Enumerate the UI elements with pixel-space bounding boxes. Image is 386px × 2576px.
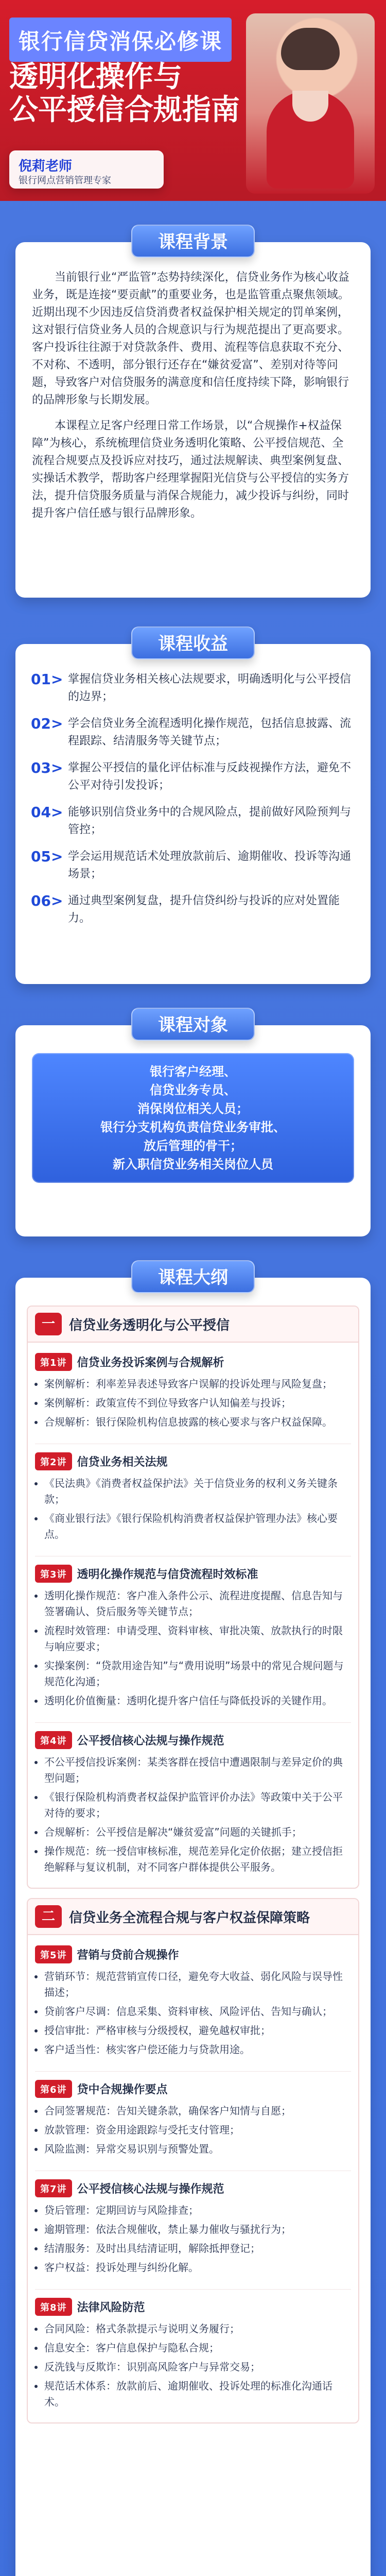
lesson-bullet: • 操作规范：统一授信审核标准，规范差异化定价依据；建立授信拒绝解释与复议机制，对不同客户群体提供公平服务。 <box>44 1843 351 1875</box>
lesson-bullet: • 营销环节：规范营销宣传口径，避免夸大收益、弱化风险与误导性描述； <box>44 1969 351 2001</box>
benefit-item <box>31 892 355 927</box>
audience-box <box>32 1053 354 1183</box>
teacher-box <box>9 150 164 189</box>
module-title: 信贷业务透明化与公平授信 <box>69 1317 230 1333</box>
benefit-text: 学会运用规范话术处理放款前后、逾期催收、投诉等沟通场景； <box>68 850 352 880</box>
lesson-bullet: • 放款管理：资金用途跟踪与受托支付管理； <box>44 2122 351 2138</box>
lesson-2 <box>28 1935 358 2422</box>
module-title: 信贷业务全流程合规与客户权益保障策略 <box>69 1910 310 1926</box>
lesson-1 <box>28 1343 358 1888</box>
course-background-card <box>15 232 371 598</box>
lesson-title: 信贷业务投诉案例与合规解析 <box>77 1357 224 1369</box>
lesson-bullets <box>35 2321 351 2418</box>
lesson-bullets <box>35 2202 351 2284</box>
banner-headline-line-2: 公平授信合规指南 <box>9 93 240 127</box>
lesson-title-row <box>35 1353 224 1371</box>
lesson-bullet: • 结清服务：及时出具结清证明，解除抵押登记； <box>44 2241 351 2257</box>
benefit-item <box>31 759 355 794</box>
audience-line: 消保岗位相关人员； <box>137 1101 249 1116</box>
audience-line: 银行分支机构负责信贷业务审批、 <box>100 1120 286 1134</box>
lesson-bullet: • 《商业银行法》《银行保险机构消费者权益保护管理办法》核心要点。 <box>44 1511 351 1543</box>
lesson-bullets <box>35 2103 351 2165</box>
benefit-item <box>31 848 355 883</box>
course-background-title: 课程背景 <box>131 225 255 258</box>
benefit-number: 02> <box>31 715 63 732</box>
lesson-title: 信贷业务相关法规 <box>77 1456 168 1469</box>
lesson-bullet: • 信息安全：客户信息保护与隐私合规； <box>44 2340 351 2356</box>
portrait-hair <box>281 28 340 70</box>
course-benefits-card <box>15 634 371 984</box>
outline-module-2 <box>27 1898 359 2424</box>
banner <box>0 0 386 201</box>
lesson-bullet: • 规范话术体系：放款前后、逾期催收、投诉处理的标准化沟通话术。 <box>44 2378 351 2410</box>
course-background-paragraph-1: 当前银行业“严监管”态势持续深化，信贷业务作为核心收益业务，既是连接“要贡献”的重要业务，也是监管重点聚焦领域。近期出现不少因违反信贷消费者权益保护相关规定的罚单案例，这对银行信贷业务人员的合规意识与行为规范提出了更高要求。客户投诉往往源于对贷款条件、费用、流程等信息获取不充分、不对称、不透明，部分银行还存在“嫌贫爱富”、差别对待等问题，导致客户对信贷服务的满意度和信任度持续下降，影响银行的品牌形象与长期发展。 <box>32 271 349 406</box>
lesson-bullet: • 案例解析：利率差异表述导致客户误解的投诉处理与风险复盘； <box>44 1376 351 1392</box>
lesson-title-row <box>35 2179 224 2197</box>
outline-module-1 <box>27 1306 359 1889</box>
course-outline-card <box>15 1267 371 2576</box>
lesson-tag: 第2讲 <box>35 1452 72 1470</box>
lesson-tag: 第7讲 <box>35 2179 72 2197</box>
lesson-title-row <box>35 1945 179 1963</box>
divider <box>35 2071 351 2072</box>
lesson-bullet: • 流程时效管理：申请受理、资料审核、审批决策、放款执行的时限与响应要求； <box>44 1623 351 1655</box>
lesson-bullet: • 授信审批：严格审核与分级授权，避免越权审批； <box>44 2023 351 2039</box>
lesson-title-row <box>35 2298 145 2316</box>
benefit-text: 通过典型案例复盘，提升信贷纠纷与投诉的应对处置能力。 <box>68 894 340 925</box>
lesson-title: 透明化操作规范与信贷流程时效标准 <box>77 1568 258 1581</box>
lesson-bullet: • 合同风险：格式条款提示与说明义务履行； <box>44 2321 351 2337</box>
lesson-title: 公平授信核心法规与操作规范 <box>77 1735 224 1748</box>
banner-tag: 银行信贷消保必修课 <box>9 18 232 62</box>
benefit-item <box>31 671 355 706</box>
lesson-bullet: • 风险监测：异常交易识别与预警处置。 <box>44 2141 351 2157</box>
benefit-number: 04> <box>31 804 63 821</box>
benefits-list <box>15 644 371 949</box>
lesson-title: 法律风险防范 <box>77 2301 145 2314</box>
lesson-bullet: • 透明化价值衡量：透明化提升客户信任与降低投诉的关键作用。 <box>44 1693 351 1709</box>
audience-line: 信贷业务专员、 <box>150 1083 236 1097</box>
benefit-number: 06> <box>31 892 63 909</box>
lesson-tag: 第1讲 <box>35 1353 72 1371</box>
module-header <box>28 1899 358 1935</box>
audience-line: 放后管理的骨干； <box>144 1139 242 1153</box>
teacher-title: 银行网点营销管理专家 <box>19 175 111 186</box>
lesson-bullets <box>35 1588 351 1717</box>
lesson-bullets <box>35 1476 351 1551</box>
lesson-bullet: • 贷前客户尽调：信息采集、资料审核、风险评估、告知与确认； <box>44 2004 351 2020</box>
lesson-title: 贷中合规操作要点 <box>77 2083 168 2096</box>
lesson-bullet: • 案例解析：政策宣传不到位导致客户认知偏差与投诉； <box>44 1395 351 1411</box>
banner-headline <box>9 61 240 127</box>
teacher-portrait <box>246 13 375 194</box>
benefit-text: 能够识别信贷业务中的合规风险点，提前做好风险预判与管控； <box>68 806 352 836</box>
lesson-bullet: • 透明化操作规范：客户准入条件公示、流程进度提醒、信息告知与签署确认、贷后服务等关键节点； <box>44 1588 351 1620</box>
course-audience-title: 课程对象 <box>131 1008 255 1041</box>
benefit-item <box>31 804 355 839</box>
teacher-name: 倪莉老师 <box>19 159 73 174</box>
lesson-bullets <box>35 1376 351 1438</box>
audience-line: 新入职信贷业务相关岗位人员 <box>113 1157 273 1172</box>
benefit-text: 掌握公平授信的量化评估标准与反歧视操作方法，避免不公平对待引发投诉； <box>68 761 352 792</box>
benefit-text: 掌握信贷业务相关核心法规要求，明确透明化与公平授信的边界； <box>68 673 352 703</box>
lesson-bullet: • 《民法典》《消费者权益保护法》关于信贷业务的权利义务关键条款； <box>44 1476 351 1507</box>
audience-block <box>15 1025 371 1195</box>
lesson-bullet: • 不公平授信投诉案例：某类客群在授信中遭遇限制与差异定价的典型问题； <box>44 1754 351 1786</box>
banner-headline-line-1: 透明化操作与 <box>9 60 182 94</box>
lesson-tag: 第3讲 <box>35 1565 72 1583</box>
course-background-paragraph-2: 本课程立足客户经理日常工作场景，以“合规操作+权益保障”为核心，系统梳理信贷业务透明化策略、公平授信规范、全流程合规要点及投诉应对技巧，通过法规解读、典型案例复盘、实操话术教学，帮助客户经理掌握阳光信贷与公平授信的实务方法，提升信贷服务质量与消保合规能力，减少投诉与纠纷，同时提升客户信任感与银行品牌形象。 <box>32 419 349 520</box>
divider <box>35 2289 351 2290</box>
benefit-text: 学会信贷业务全流程透明化操作规范，包括信息披露、流程跟踪、结清服务等关键节点； <box>68 717 352 748</box>
course-outline-title: 课程大纲 <box>131 1260 255 1293</box>
lesson-bullet: • 《银行保险机构消费者权益保护监管评价办法》等政策中关于公平对待的要求； <box>44 1789 351 1821</box>
lesson-bullet: • 合同签署规范：告知关键条款，确保客户知情与自愿； <box>44 2103 351 2119</box>
lesson-title: 公平授信核心法规与操作规范 <box>77 2183 224 2196</box>
divider <box>35 1722 351 1723</box>
lesson-bullet: • 客户适当性：核实客户偿还能力与贷款用途。 <box>44 2042 351 2058</box>
lesson-bullet: • 合规解析：银行保险机构信息披露的核心要求与客户权益保障。 <box>44 1414 351 1430</box>
lesson-bullet: • 实操案例：“贷款用途告知”与“费用说明”场景中的常见合规问题与规范化沟通； <box>44 1658 351 1690</box>
outline-content <box>15 1278 371 2444</box>
course-background-text <box>15 242 371 544</box>
module-header <box>28 1307 358 1343</box>
lesson-title-row <box>35 1452 168 1470</box>
lesson-bullet: • 反洗钱与反欺诈：识别高风险客户与异常交易； <box>44 2359 351 2375</box>
benefit-number: 03> <box>31 759 63 776</box>
benefit-item <box>31 715 355 750</box>
benefit-number: 01> <box>31 671 63 688</box>
lesson-bullets <box>35 1754 351 1884</box>
lesson-tag: 第8讲 <box>35 2298 72 2316</box>
course-audience-card <box>15 1015 371 1236</box>
module-number: 一 <box>35 1313 62 1335</box>
lesson-tag: 第6讲 <box>35 2080 72 2098</box>
lesson-title-row <box>35 2080 168 2098</box>
lesson-bullet: • 合规解析：公平授信是解决“嫌贫爱富”问题的关键抓手； <box>44 1824 351 1840</box>
lesson-bullet: • 客户权益：投诉处理与纠纷化解。 <box>44 2260 351 2276</box>
module-number: 二 <box>35 1905 62 1928</box>
lesson-title: 营销与贷前合规操作 <box>77 1949 179 1962</box>
benefit-number: 05> <box>31 848 63 865</box>
lesson-tag: 第4讲 <box>35 1731 72 1749</box>
lesson-bullets <box>35 1969 351 2066</box>
lesson-tag: 第5讲 <box>35 1945 72 1963</box>
audience-line: 银行客户经理、 <box>150 1064 236 1079</box>
lesson-title-row <box>35 1565 258 1583</box>
lesson-bullet: • 贷后管理：定期回访与风险排查； <box>44 2202 351 2218</box>
course-benefits-title: 课程收益 <box>131 626 255 659</box>
lesson-title-row <box>35 1731 224 1749</box>
lesson-bullet: • 逾期管理：依法合规催收，禁止暴力催收与骚扰行为； <box>44 2222 351 2238</box>
